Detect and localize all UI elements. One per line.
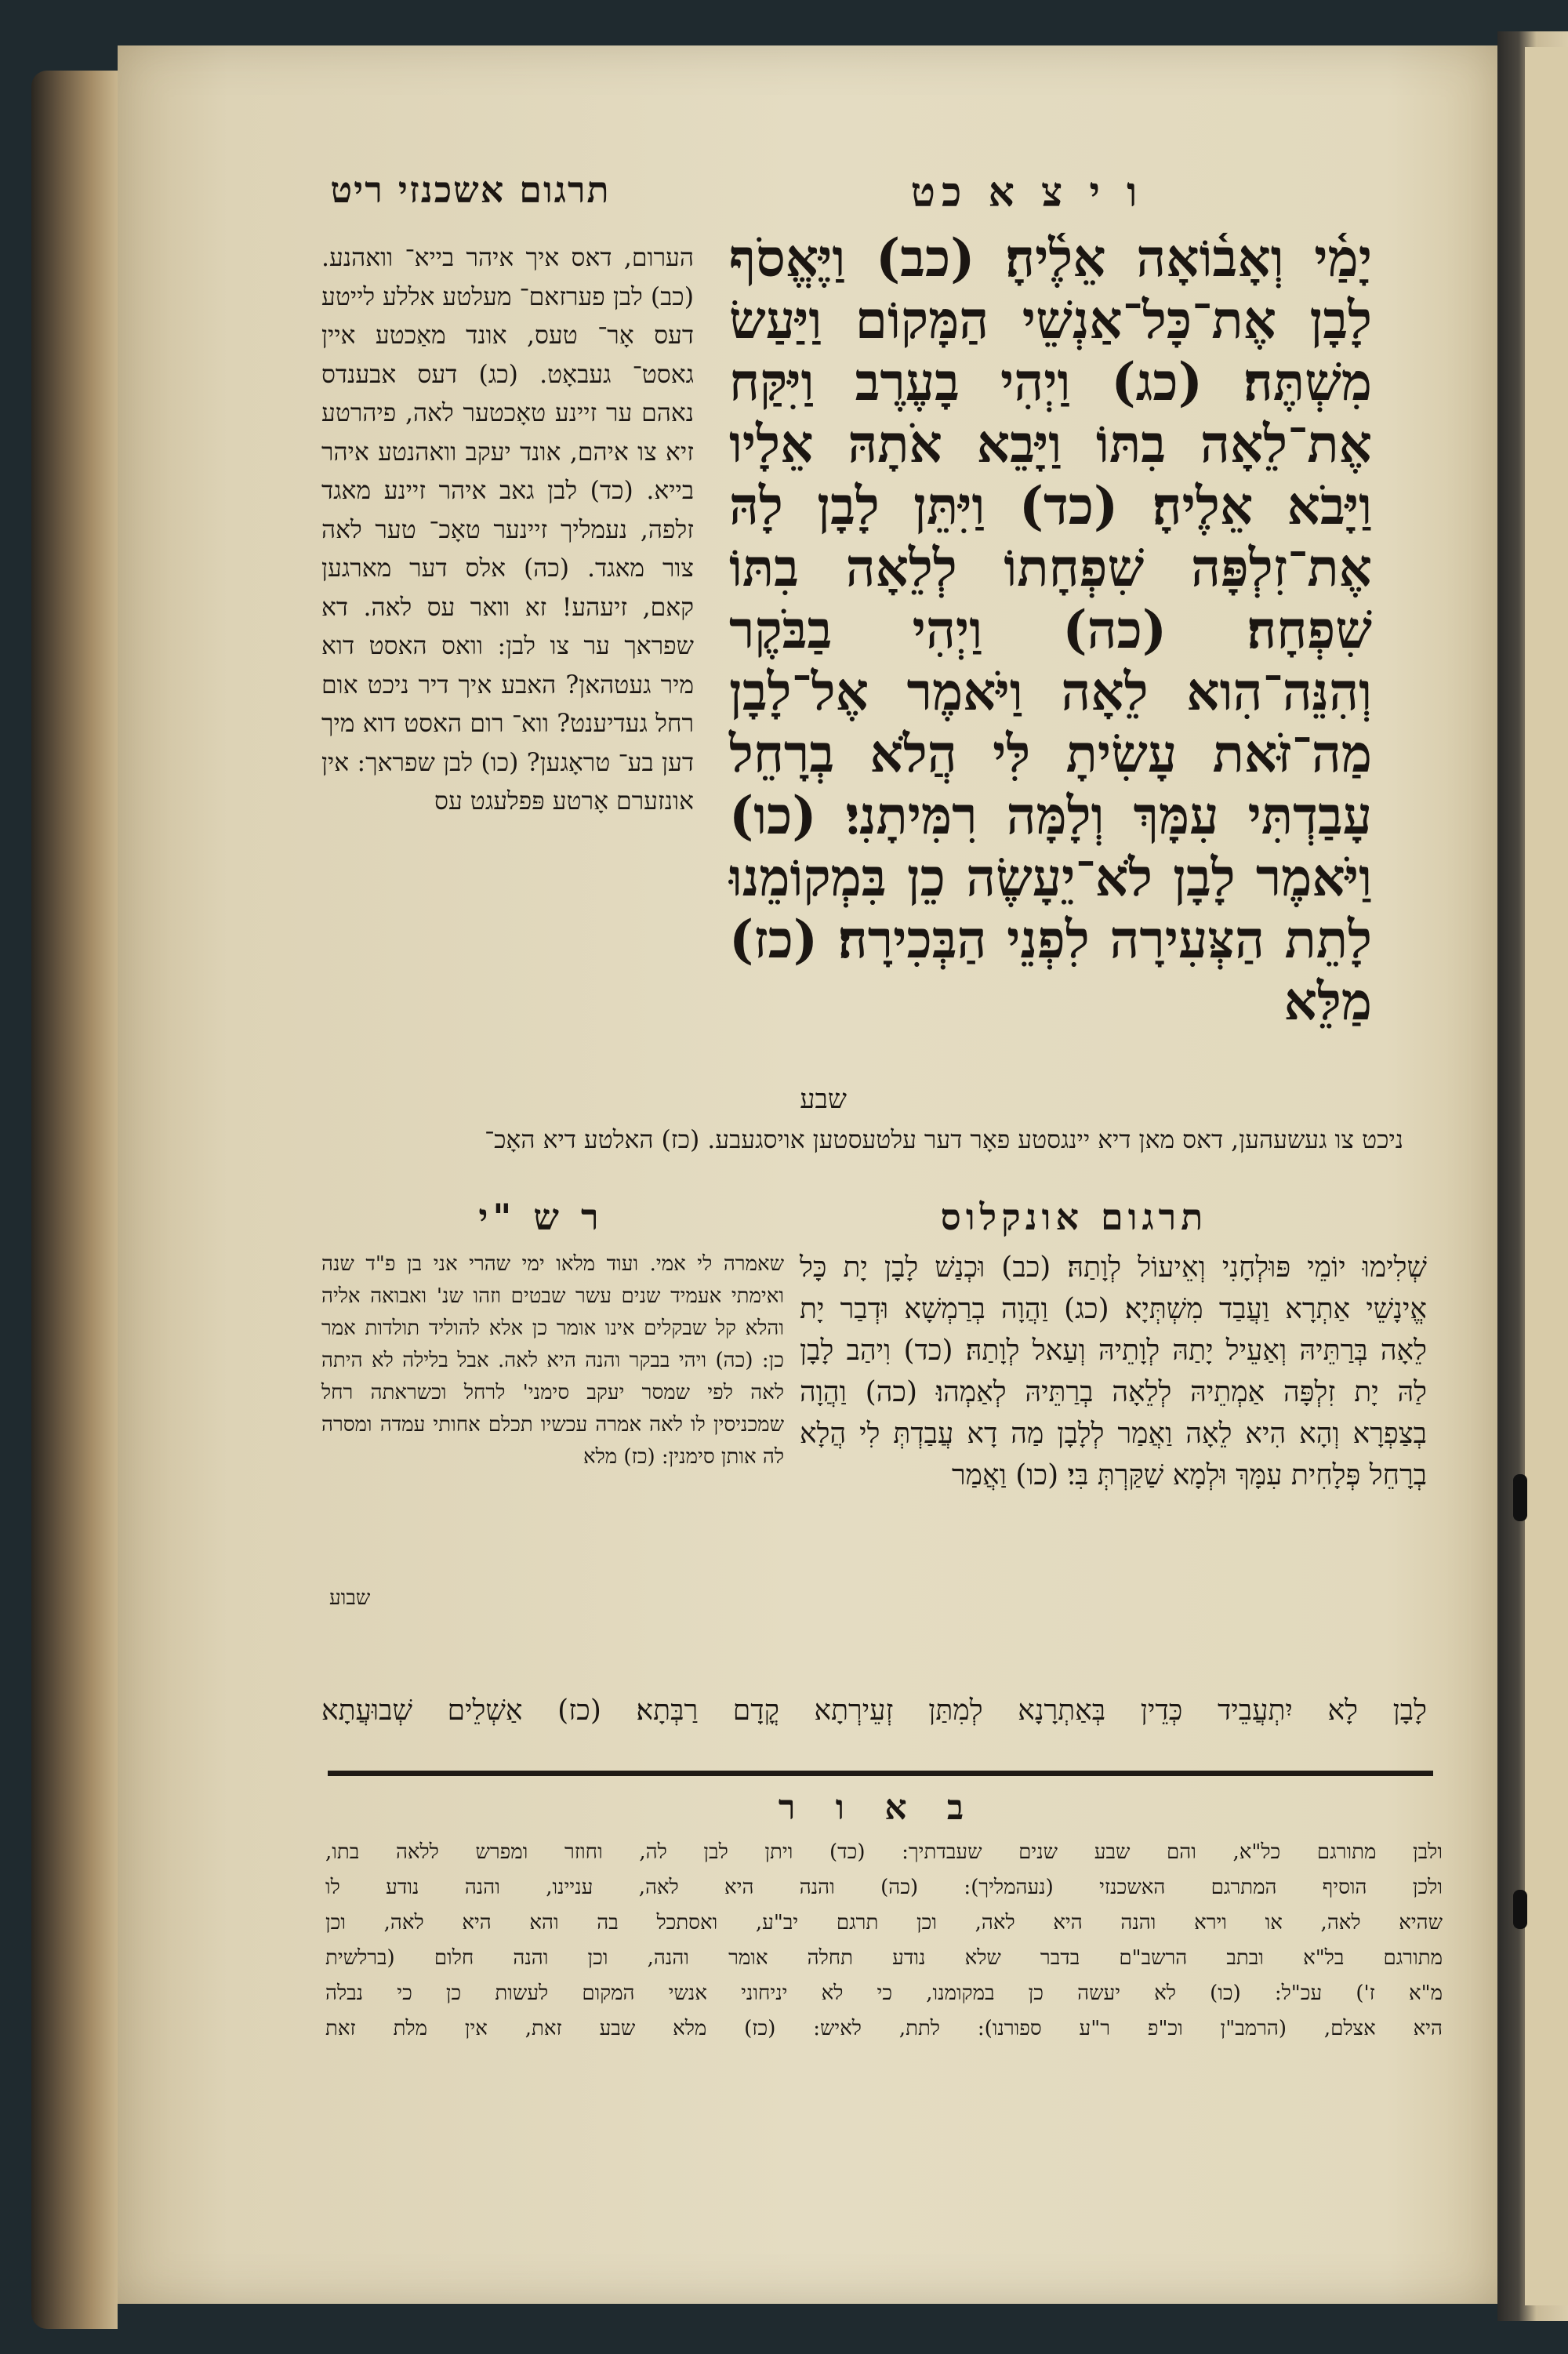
onkelos-heading: תרגום אונקלוס — [940, 1196, 1208, 1238]
biur-line: מ"א ז') עכ"ל: (כו) לא יעשה כן במקומנו, כי לא יניחוני אנשי המקום לעשות כן כי נבלה — [325, 1982, 1443, 2005]
page-clip-bottom — [1513, 1890, 1527, 1929]
yiddish-translation-column: הערום, דאס איך איהר בייא־ וואהנע. (כב) לבן פערזאם־ מעלטע אללע לייטע דעס אָר־ טעס, אונד מאַכטע איין גאסט־ געבאָט. (כג) דעס אבענדס נאהם ער זיינע טאָכטער לאה, פיהרטע זיא צו איהם, אונד יעקב וואהנטע איהר בייא. (כד) לבן גאב איהר זיינע מאגד זלפה, נעמליך זיינער טאָכ־ טער לאה צור מאגד. (כה) אלס דער מארגען קאם, זיעהע! זא וואר עס לאה. דא שפראך ער צו לבן: וואס האסט דוא מיר געטהאן? האבע איך דיר ניכט אום רחל געדיענט? ווא־ רום האסט דוא מיך דען בע־ טראָגען? (כו) לבן שפראך: אין אונזערם אָרטע פּפלעגט עס — [321, 244, 694, 816]
running-header-translation: תרגום אשכנזי ריט — [330, 169, 611, 211]
page-clip-top — [1513, 1474, 1527, 1521]
biur-line: מתורגם בל"א ובתב הרשב"ם בדבר שלא נודע תחלה אומר והנה, וכן והנה חלום (ברלשית — [325, 1946, 1443, 1970]
onkelos-text: שְׁלִימוּ יוֹמֵי פּוּלְחָנִי וְאֵיעוֹל לְוָתַהּ׃ (כב) וּכְנַשׁ לָבָן יָת כָּל אֱינָשֵׁי אַתְרָא וַעֲבַד מִשְׁתְּיָא׃ (כג) וַהֲוָה בְרַמְשָׁא וּדְבַר יָת לֵאָה בְּרַתֵּיהּ וְאַעֵיל יָתַהּ לְוָתֵיהּ וְעַאל לְוָתַהּ׃ (כד) וִיהַב לָבָן לַהּ יָת זִלְפָּה אַמְתֵיהּ לְלֵאָה בְרַתֵּיהּ לְאַמְהוּ׃ (כה) וַהֲוָה בְצַפְרָא וְהָא הִיא לֵאָה וַאֲמַר לְלָבָן מַה דָא עֲבַדְתְּ לִי הֲלָא בְרָחֵל פְּלָחִית עִמָּךְ וּלְמָא שַׁקַּרְתְּ בִּי׃ (כו) וַאֲמַר — [800, 1251, 1427, 1491]
section-divider-rule — [328, 1771, 1433, 1776]
rashi-heading: ר ש "י — [478, 1196, 604, 1238]
facing-page-strip — [1525, 47, 1568, 2305]
biur-commentary — [325, 1835, 1443, 2047]
onkelos-last-line: לָבָן לָא יִתְעֲבֵיד כְּדֵין בְּאַתְרָנָא לְמִתַּן זְעֵירְתָא קֳדָם רַבְּתָא׃ (כז) אַשְׁלֵים שְׁבוּעֲתָא — [321, 1695, 1427, 1727]
biur-heading: ב א ו ר — [778, 1788, 978, 1828]
rashi-text: שאמרה לי אמי. ועוד מלאו ימי שהרי אני בן פ"ד שנה ואימתי אעמיד שנים עשר שבטים וזהו שנ' ואבואה אליה והלא קל שבקלים אינו אומר כן אלא להוליד תולדות אמר כן: (כה) ויהי בבקר והנה היא לאה. אבל בלילה לא היתה לאה לפי שמסר יעקב סימני' לרחל וכשראתה רחל שמכניסין לו לאה אמרה עכשיו תכלם אחותי עמדה ומסרה לה אותן סימנין: (כז) מלא — [321, 1252, 784, 1469]
biur-line: שהיא לאה, או וירא והנה היא לאה, וכן תרגם יב"ע, ואסתכל בה והא היא לאה, וכן — [325, 1911, 1443, 1934]
torah-catchword: שבע — [800, 1084, 847, 1115]
biur-line: ולכן הוסיף המתרגם האשכנזי (נעהמליך): (כה) והנה היא לאה, עניינו, והנה נודע לו — [325, 1876, 1443, 1899]
torah-text-column: יָמַ֫י וְאָב֫וֹאָה אֵלֶ֫יהָ׃ (כב) וַיֶּאֱסֹף לָבָן אֶת־כָּל־אַנְשֵׁי הַמָּקוֹם וַיַּעַשׂ מִשְׁתֶּה׃ (כג) וַיְהִי בָעֶרֶב וַיִּקַּח אֶת־לֵאָה בִתּוֹ וַיָּבֵא אֹתָהּ אֵלָיו וַיָּבֹא אֵלֶיהָ׃ (כד) וַיִּתֵּן לָבָן לָהּ אֶת־זִלְפָּה שִׁפְחָתוֹ לְלֵאָה בִתּוֹ שִׁפְחָה׃ (כה) וַיְהִי בַבֹּקֶר וְהִנֵּה־הִוא לֵאָה וַיֹּאמֶר אֶל־לָבָן מַה־זֹּאת עָשִׂיתָ לִּי הֲלֹא בְרָחֵל עָבַדְתִּי עִמָּךְ וְלָמָּה רִמִּיתָנִי׃ (כו) וַיֹּאמֶר לָבָן לֹא־יֵעָשֶׂה כֵן בִּמְקוֹמֵנוּ לָתֵת הַצְּעִירָה לִפְנֵי הַבְּכִירָה׃ (כז) מַלֵּא — [729, 227, 1372, 1032]
biur-line: ולבן מתורגם כל"א, והם שבע שנים שעבדתיך: (כד) ויתן לבן לה, וחוזר ומפרש ללאה בתו, — [325, 1840, 1443, 1864]
yiddish-translation-continuation: ניכט צו געשעהען, דאס מאן דיא יינגסטע פאָר דער עלטעסטען אויסגעבע. (כז) האלטע דיא האָכ־ — [485, 1126, 1403, 1154]
rashi-catchword: שבוע — [329, 1586, 371, 1610]
biur-line: היא אצלם, (הרמב"ן וכ"פ ר"ע ספורנו): לתת, לאיש: (כז) מלא שבע זאת, אין מלת זאת — [325, 2017, 1443, 2040]
running-header-parasha: ו י צ א כט — [910, 169, 1144, 216]
book-spine — [31, 71, 118, 2329]
